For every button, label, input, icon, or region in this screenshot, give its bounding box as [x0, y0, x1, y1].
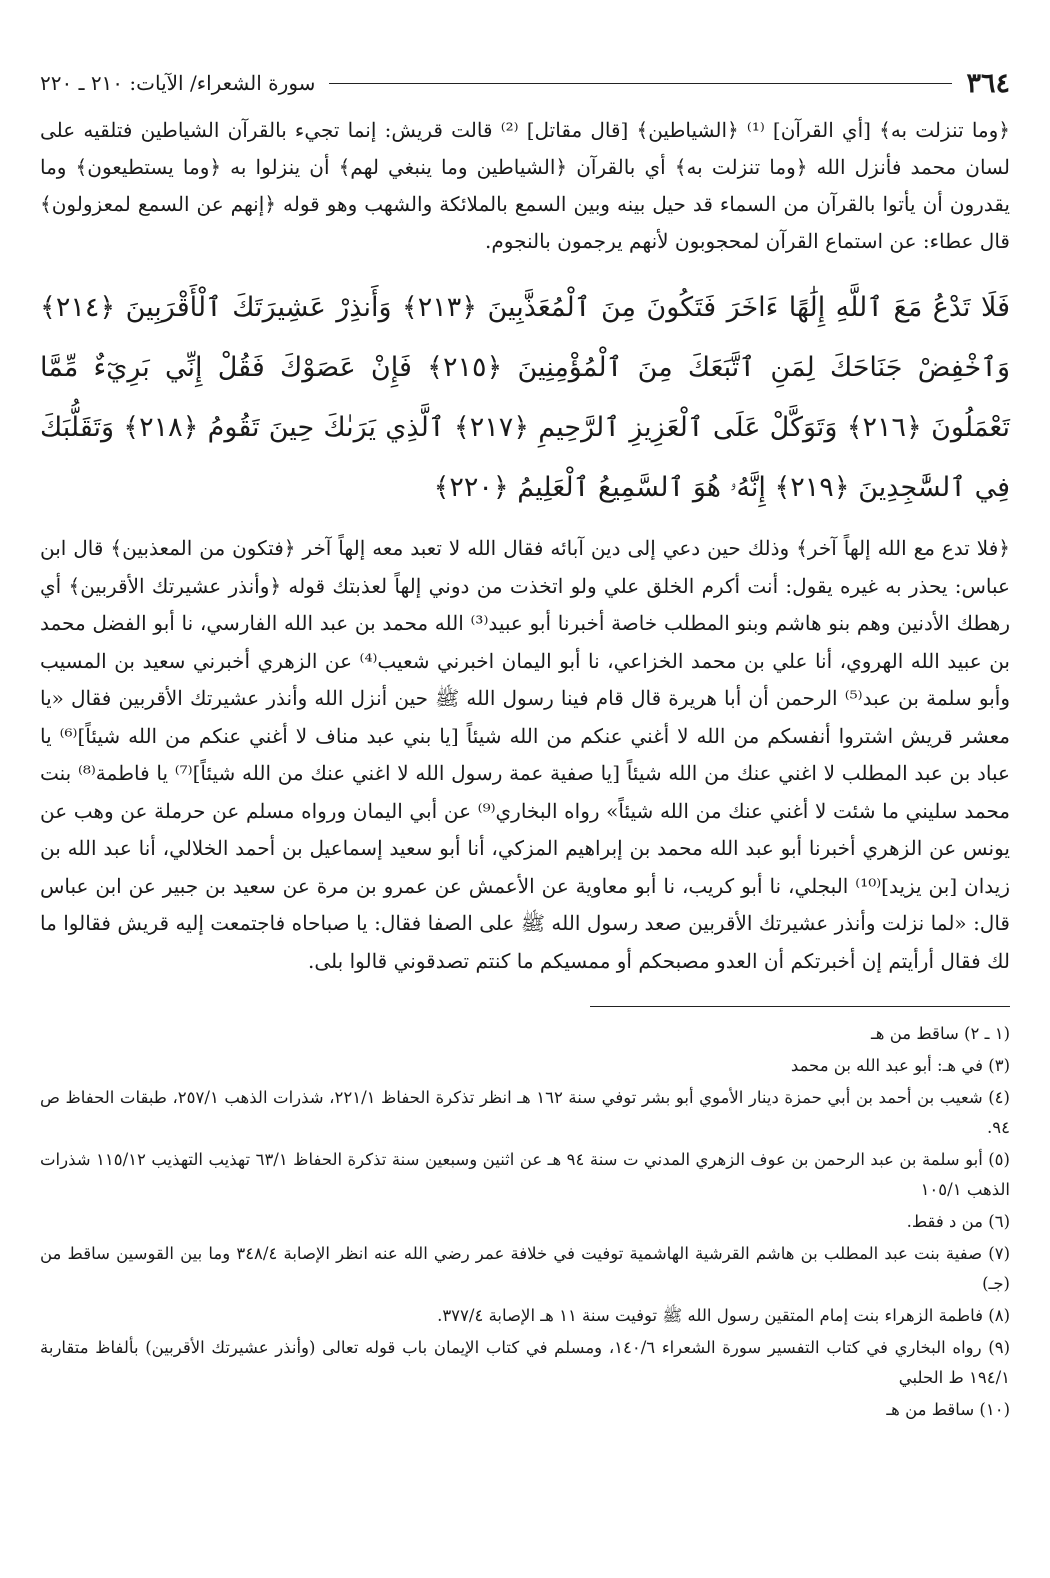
quran-verses: فَلَا تَدْعُ مَعَ ٱللَّهِ إِلَٰهًا ءَاخَرَ فَتَكُونَ مِنَ ٱلْمُعَذَّبِينَ ﴿٢١٣﴾ وَأَنذِرْ عَشِيرَتَكَ ٱلْأَقْرَبِينَ ﴿٢١٤﴾ وَٱخْفِضْ جَنَاحَكَ لِمَنِ ٱتَّبَعَكَ مِنَ ٱلْمُؤْمِنِينَ ﴿٢١٥﴾ فَإِنْ عَصَوْكَ فَقُلْ إِنِّي بَرِيٓءٌ مِّمَّا تَعْمَلُونَ ﴿٢١٦﴾ وَتَوَكَّلْ عَلَى ٱلْعَزِيزِ ٱلرَّحِيمِ ﴿٢١٧﴾ ٱلَّذِي يَرَىٰكَ حِينَ تَقُومُ ﴿٢١٨﴾ وَتَقَلُّبَكَ فِي ٱلسَّٰجِدِينَ ﴿٢١٩﴾ إِنَّهُۥ هُوَ ٱلسَّمِيعُ ٱلْعَلِيمُ ﴿٢٢٠﴾: [40, 292, 1010, 503]
footnote: (٣) في هـ: أبو عبد الله بن محمد: [790, 1056, 1010, 1075]
footnote: (٥) أبو سلمة بن عبد الرحمن بن عوف الزهري المدني ت سنة ٩٤ هـ عن اثنين وسبعين سنة تذكرة الحفاظ ٦٣/١ تهذيب التهذيب ١١٥/١٢ شذرات الذهب ١٠٥/١: [40, 1150, 1010, 1199]
footnote: (٤) شعيب بن أحمد بن أبي حمزة دينار الأموي أبو بشر توفي سنة ١٦٢ هـ انظر تذكرة الحفاظ ٢٢١/١، شذرات الذهب ٢٥٧/١، طبقات الحفاظ ص ٩٤.: [40, 1088, 1010, 1137]
footnote: (٧) صفية بنت عبد المطلب بن هاشم القرشية الهاشمية توفيت في خلافة عمر رضي الله عنه انظر الإصابة ٣٤٨/٤ وما بين القوسين ساقط من (جـ): [40, 1244, 1010, 1293]
chapter-title: سورة الشعراء/ الآيات: ٢١٠ ـ ٢٢٠: [40, 71, 316, 95]
footnote-rule: [590, 1006, 1010, 1007]
footnote: (١ ـ ٢) ساقط من هـ: [870, 1024, 1010, 1043]
book-page: [40, 60, 1010, 1568]
footnotes: [40, 1019, 1010, 1425]
intro-paragraph: ﴿وما تنزلت به﴾ [أي القرآن] ⁽¹⁾ ﴿الشياطين﴾ [قال مقاتل] ⁽²⁾ قالت قريش: إنما تجيء بالقرآن الشياطين فتلقيه على لسان محمد فأنزل الله ﴿وما تنزلت به﴾ أي بالقرآن ﴿الشياطين وما ينبغي لهم﴾ أن ينزلوا به ﴿وما يستطيعون﴾ وما يقدرون أن يأتوا بالقرآن من السماء قد حيل بينه وبين السمع بالملائكة والشهب وهو قوله ﴿إنهم عن السمع لمعزولون﴾ قال عطاء: عن استماع القرآن لمحجوبون لأنهم يرجمون بالنجوم.: [40, 118, 1011, 253]
header-rule: [329, 83, 952, 84]
tafsir-paragraph: ﴿فلا تدع مع الله إلهاً آخر﴾ وذلك حين دعي إلى دين آبائه فقال الله لا تعبد معه إلهاً آخر ﴿فتكون من المعذبين﴾ قال ابن عباس: يحذر به غيره يقول: أنت أكرم الخلق علي ولو اتخذت من دوني إلهاً لعذبتك قوله ﴿وأنذر عشيرتك الأقربين﴾ أي رهطك الأدنين وهم بنو هاشم وبنو المطلب خاصة أخبرنا أبو عبيد⁽³⁾ الله محمد بن عبد الله الفارسي، نا أبو الفضل محمد بن عبيد الله الهروي، أنا علي بن محمد الخزاعي، نا أبو اليمان اخبرني شعيب⁽⁴⁾ عن الزهري أخبرني سعيد بن المسيب وأبو سلمة بن عبد⁽⁵⁾ الرحمن أن أبا هريرة قال قام فينا رسول الله ﷺ حين أنزل الله وأنذر عشيرتك الأقربين فقال «يا معشر قريش اشتروا أنفسكم من الله لا أغني عنكم من الله شيئاً [يا بني عبد مناف لا أغني عنكم من الله شيئاً]⁽⁶⁾ يا عباد بن عبد المطلب لا اغني عنك من الله شيئاً [يا صفية عمة رسول الله لا اغني عنك من الله شيئاً]⁽⁷⁾ يا فاطمة⁽⁸⁾ بنت محمد سليني ما شئت لا أغني عنك من الله شيئاً» رواه البخاري⁽⁹⁾ عن أبي اليمان ورواه مسلم عن حرملة عن وهب عن يونس عن الزهري أخبرنا أبو عبد الله محمد بن إبراهيم المزكي، أنا أبو سعيد إسماعيل بن أحمد الخلالي، أنا عبد الله بن زيدان [بن يزيد]⁽¹⁰⁾ البجلي، نا أبو كريب، نا أبو معاوية عن الأعمش عن عمرو بن مرة عن سعيد بن جبير عن ابن عباس قال: «لما نزلت وأنذر عشيرتك الأقربين صعد رسول الله ﷺ على الصفا فقال: يا صباحاه فاجتمعت إليه قريش فقالوا ما لك فقال أرأيتم إن أخبرتكم أن العدو مصبحكم أو ممسيكم ما كنتم تصدقوني قالوا بلى.: [40, 536, 1011, 973]
page-number: ٣٦٤: [966, 67, 1010, 99]
footnote: (٦) من د فقط.: [906, 1212, 1010, 1231]
footnote: (٩) رواه البخاري في كتاب التفسير سورة الشعراء ١٤٠/٦، ومسلم في كتاب الإيمان باب قوله تعالى (وأنذر عشيرتك الأقربين) بألفاظ متقاربة ١٩٤/١ ط الحلبي: [40, 1338, 1010, 1387]
footnote: (١٠) ساقط من هـ: [886, 1400, 1010, 1419]
running-header: [40, 60, 1010, 106]
footnote: (٨) فاطمة الزهراء بنت إمام المتقين رسول الله ﷺ توفيت سنة ١١ هـ الإصابة ٣٧٧/٤.: [437, 1306, 1010, 1325]
